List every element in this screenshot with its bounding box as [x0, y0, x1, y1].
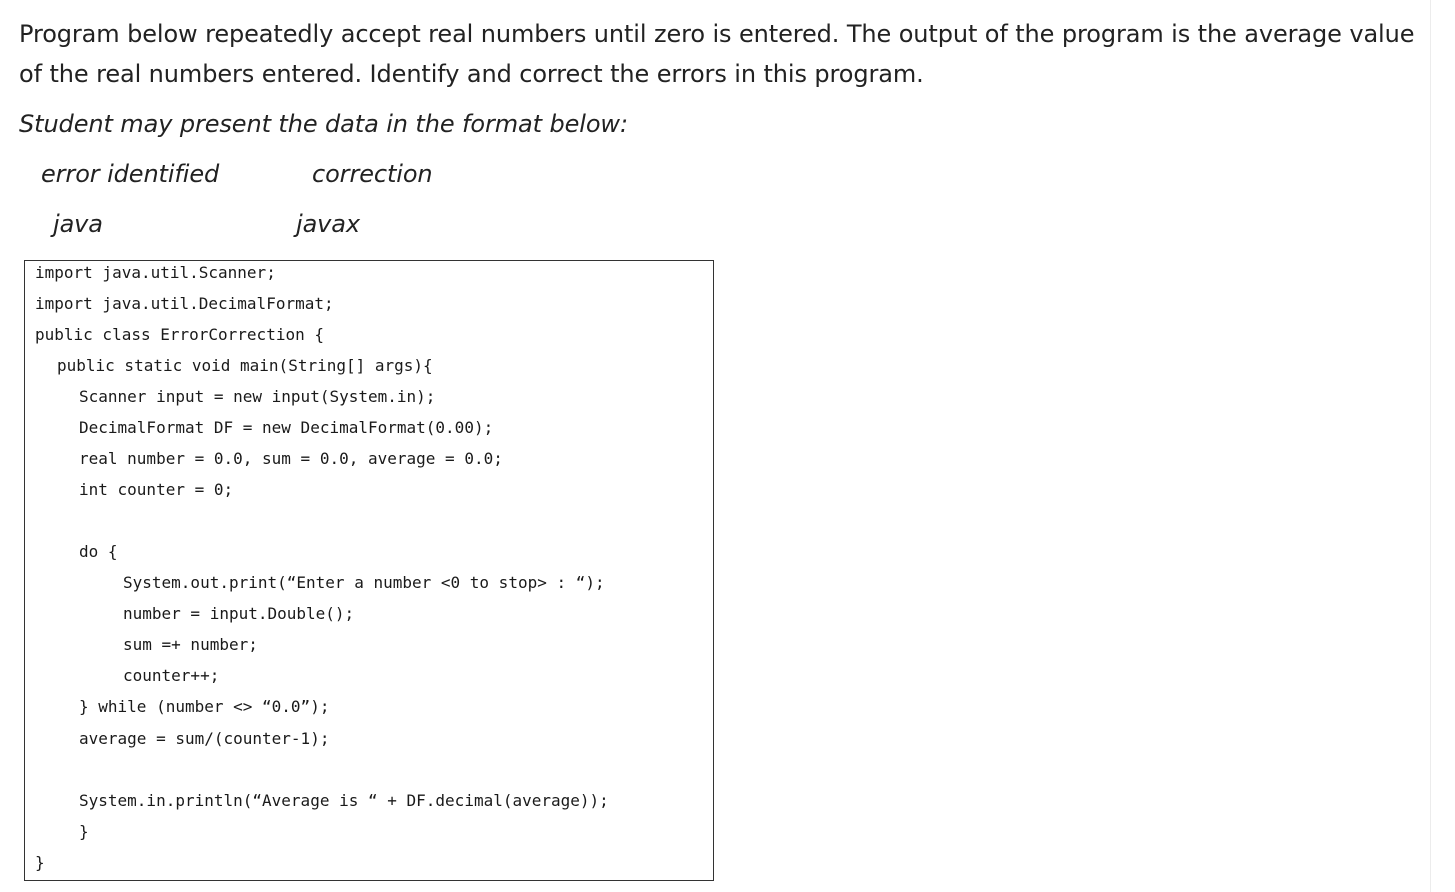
code-line: } [35, 853, 45, 872]
code-line: System.out.print(“Enter a number <0 to stop> : “); [123, 573, 605, 592]
code-line: import java.util.DecimalFormat; [35, 294, 334, 313]
code-line: } [79, 822, 89, 841]
format-instruction: Student may present the data in the format below: [19, 110, 628, 138]
format-header-error: error identified [41, 160, 220, 188]
question-text: Program below repeatedly accept real numbers until zero is entered. The output of the program is the average value of the real numbers entered. Identify and correct the errors in this program. [19, 20, 1415, 88]
page-edge-divider [1430, 0, 1431, 892]
code-line: public static void main(String[] args){ [57, 356, 433, 375]
code-line: int counter = 0; [79, 480, 234, 499]
code-line: number = input.Double(); [123, 604, 355, 623]
code-line: average = sum/(counter-1); [79, 729, 330, 748]
format-header-correction: correction [312, 160, 433, 188]
code-line: Scanner input = new input(System.in); [79, 387, 436, 406]
format-example-correction: javax [296, 210, 360, 238]
format-example-error: java [53, 210, 103, 238]
code-line: real number = 0.0, sum = 0.0, average = 0.0; [79, 449, 503, 468]
code-line: do { [79, 542, 118, 561]
code-line: sum =+ number; [123, 635, 258, 654]
code-listing [24, 260, 714, 881]
code-line: DecimalFormat DF = new DecimalFormat(0.00); [79, 418, 494, 437]
code-line: import java.util.Scanner; [35, 263, 276, 282]
code-line: System.in.println(“Average is “ + DF.decimal(average)); [79, 791, 609, 810]
code-line: counter++; [123, 666, 220, 685]
code-line: } while (number <> “0.0”); [79, 697, 330, 716]
code-line: public class ErrorCorrection { [35, 325, 324, 344]
